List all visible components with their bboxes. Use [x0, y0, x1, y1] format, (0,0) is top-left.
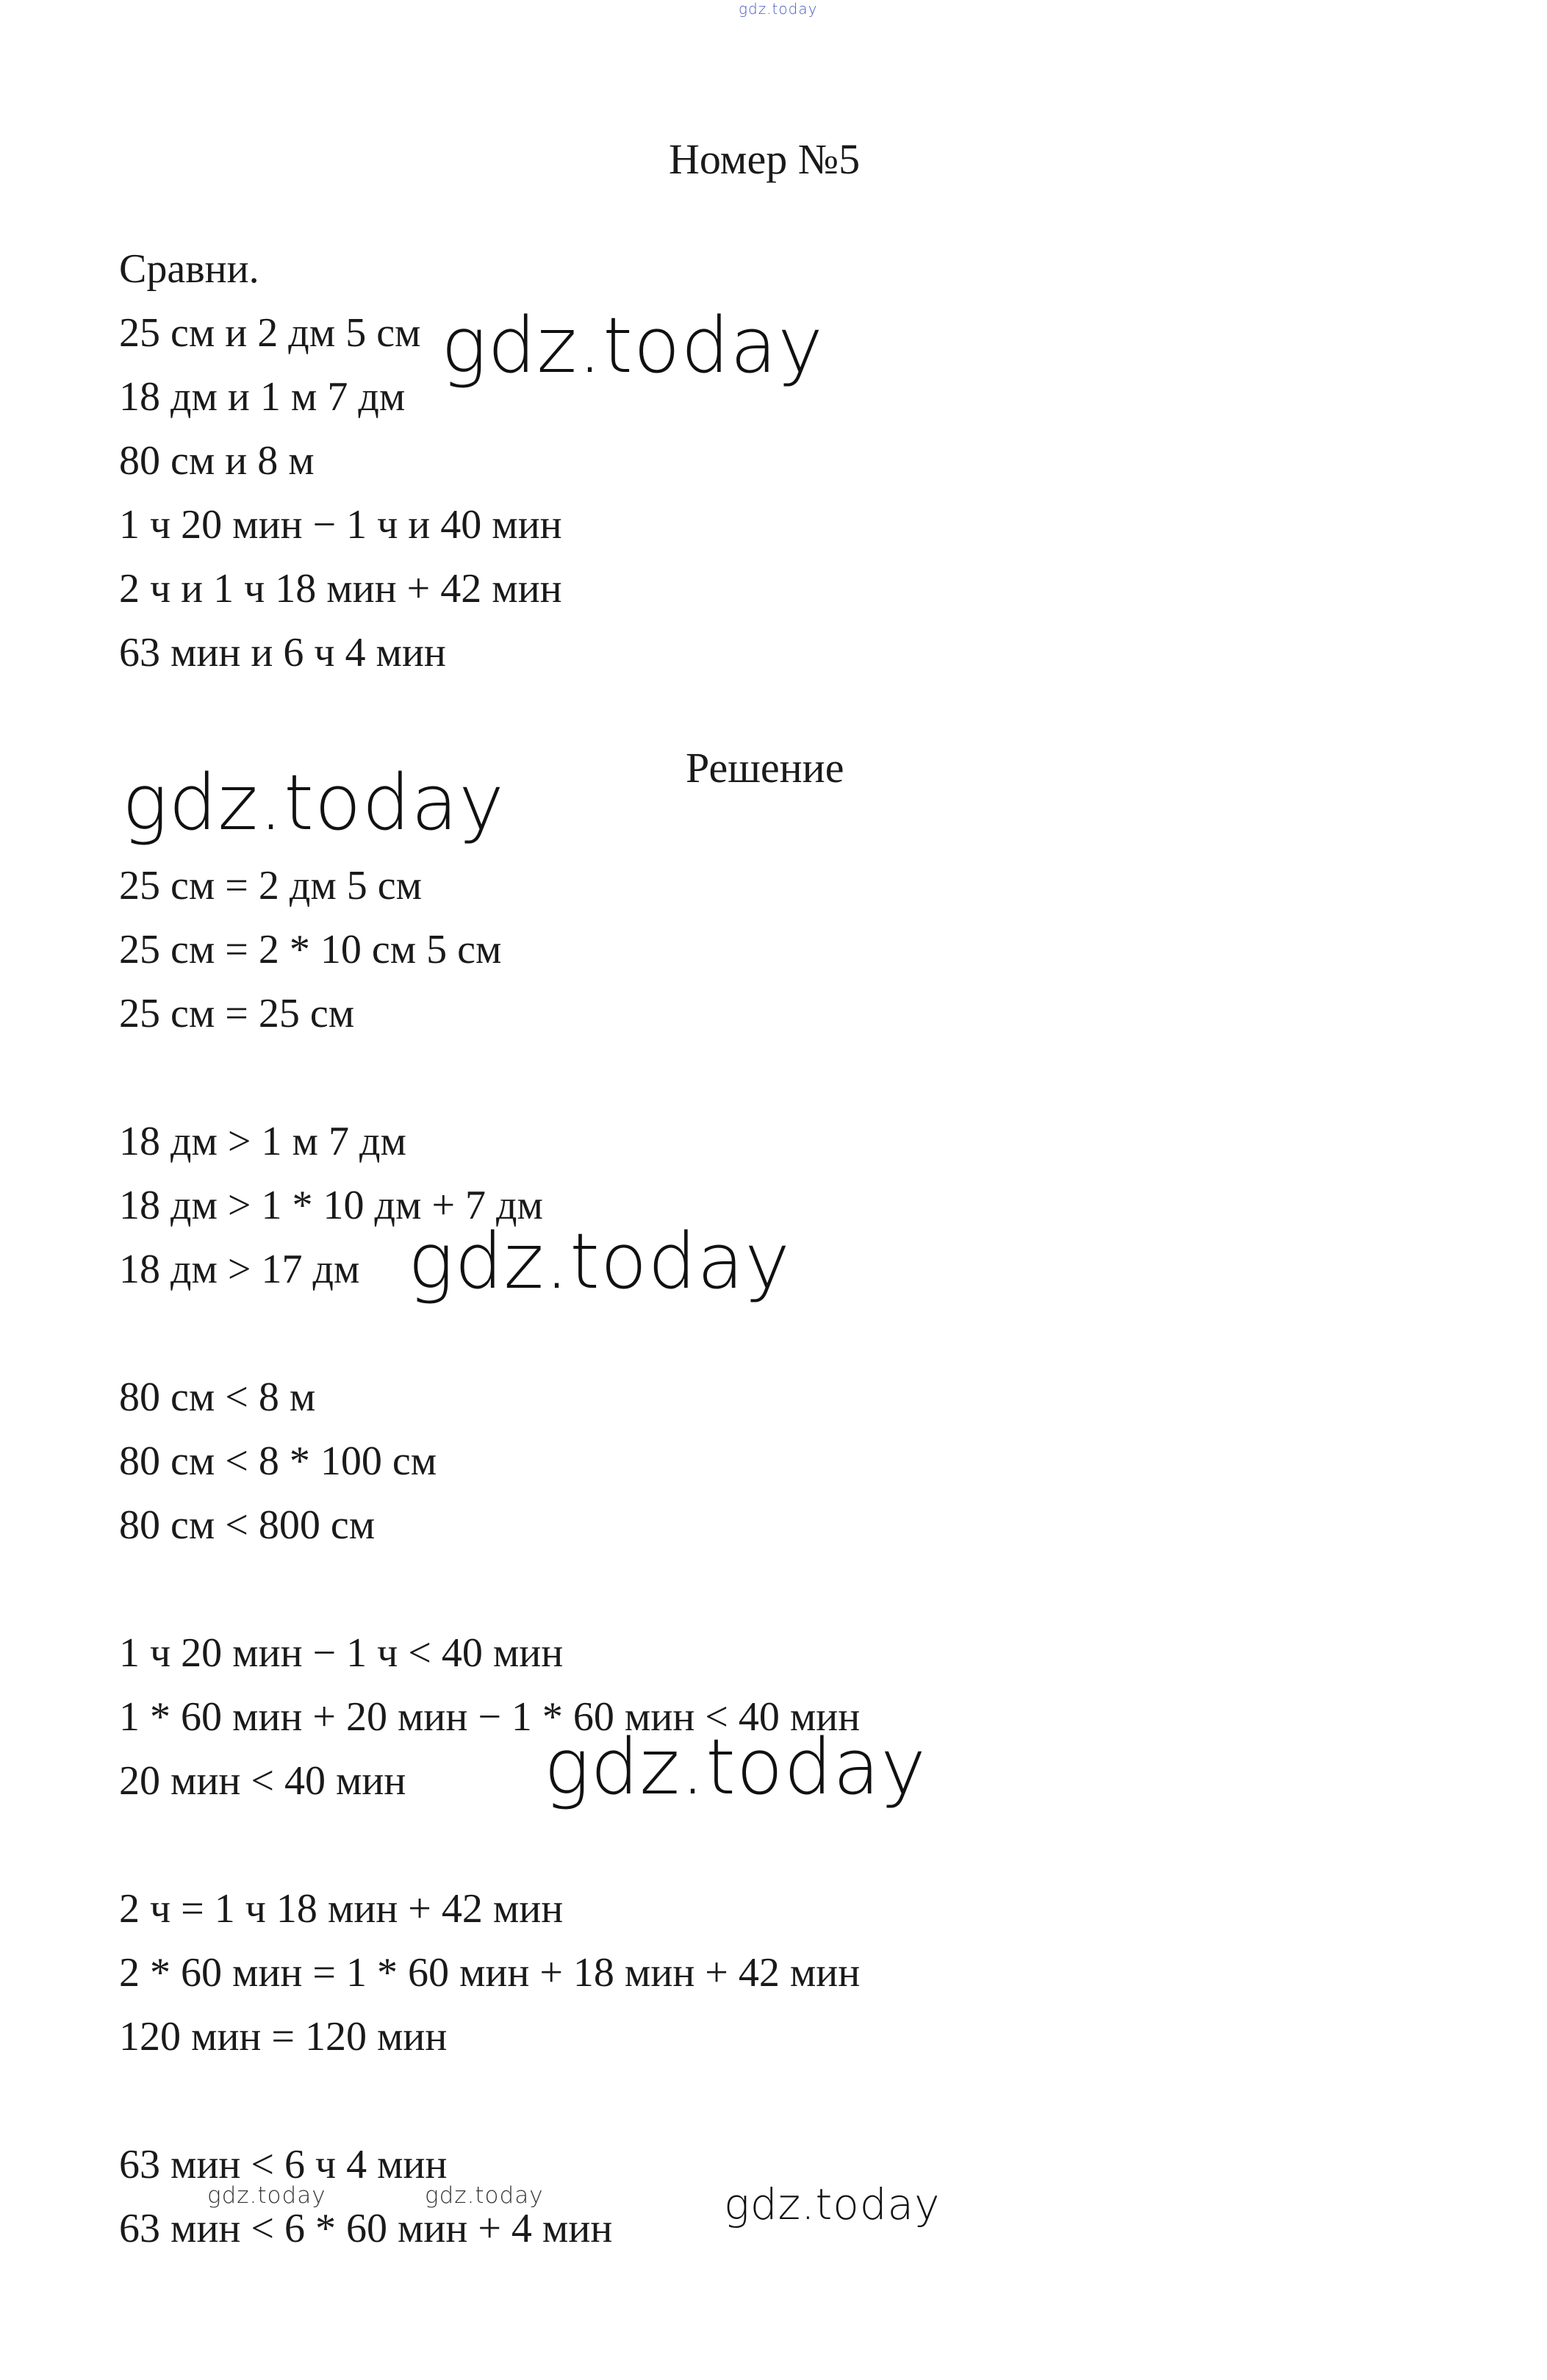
task-item: 25 см и 2 дм 5 см	[119, 310, 421, 356]
solution-line: 20 мин < 40 мин	[119, 1758, 406, 1804]
solution-line: 25 см = 25 см	[119, 991, 355, 1036]
solution-line: 2 * 60 мин = 1 * 60 мин + 18 мин + 42 мин	[119, 1950, 861, 1996]
solution-line: 2 ч = 1 ч 18 мин + 42 мин	[119, 1886, 564, 1932]
solution-line: 18 дм > 1 м 7 дм	[119, 1119, 406, 1164]
solution-line: 25 см = 2 * 10 см 5 см	[119, 927, 502, 972]
solution-line: 1 * 60 мин + 20 мин − 1 * 60 мин < 40 мин	[119, 1694, 861, 1740]
solution-line: 18 дм > 17 дм	[119, 1247, 360, 1292]
watermark: gdz.today	[544, 1722, 927, 1812]
watermark: gdz.today	[441, 301, 824, 390]
solution-line: 80 см < 8 м	[119, 1374, 316, 1420]
task-item: 1 ч 20 мин − 1 ч и 40 мин	[119, 502, 562, 548]
watermark: gdz.today	[207, 2182, 326, 2209]
task-item: 80 см и 8 м	[119, 438, 315, 484]
task-item: 18 дм и 1 м 7 дм	[119, 374, 406, 420]
top-watermark: gdz.today	[739, 0, 818, 18]
watermark: gdz.today	[408, 1216, 791, 1306]
solution-line: 63 мин < 6 * 60 мин + 4 мин	[119, 2206, 613, 2251]
page-title: Номер №5	[669, 135, 861, 183]
solution-line: 80 см < 800 см	[119, 1502, 376, 1548]
watermark: gdz.today	[425, 2182, 544, 2209]
solution-line: 63 мин < 6 ч 4 мин	[119, 2142, 448, 2187]
watermark: gdz.today	[122, 758, 505, 847]
task-item: 2 ч и 1 ч 18 мин + 42 мин	[119, 566, 562, 612]
solution-heading: Решение	[686, 744, 844, 792]
watermark: gdz.today	[724, 2179, 941, 2229]
solution-line: 25 см = 2 дм 5 см	[119, 863, 423, 908]
task-instruction: Сравни.	[119, 246, 259, 292]
solution-line: 80 см < 8 * 100 см	[119, 1438, 437, 1484]
task-item: 63 мин и 6 ч 4 мин	[119, 630, 446, 675]
solution-line: 120 мин = 120 мин	[119, 2014, 448, 2060]
solution-line: 18 дм > 1 * 10 дм + 7 дм	[119, 1183, 543, 1228]
solution-line: 1 ч 20 мин − 1 ч < 40 мин	[119, 1630, 564, 1676]
